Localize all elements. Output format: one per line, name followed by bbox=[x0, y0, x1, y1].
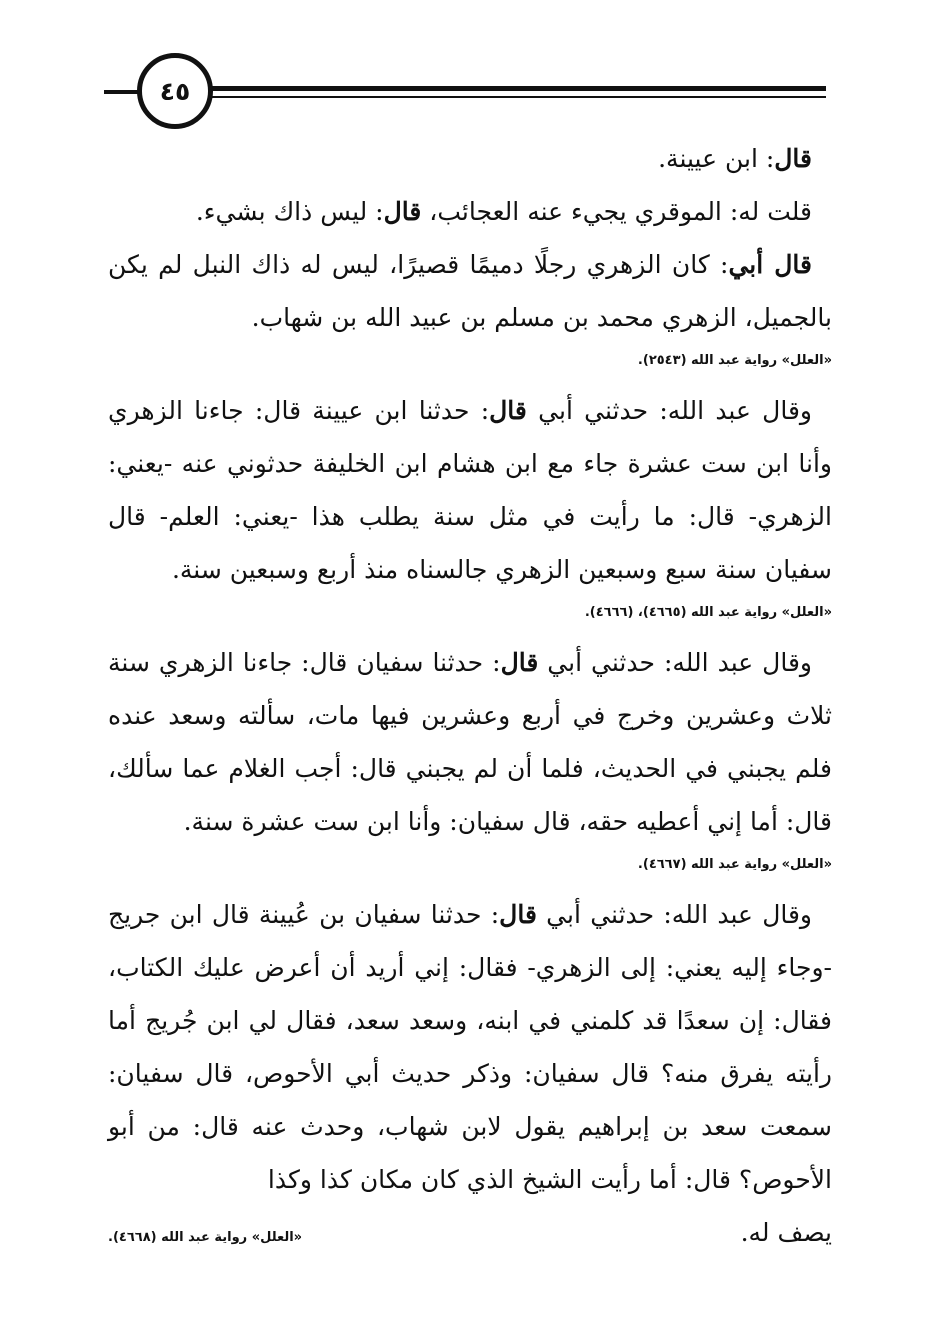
header-rule-thick bbox=[200, 86, 826, 91]
page-body bbox=[108, 132, 832, 1259]
text-block bbox=[108, 384, 832, 636]
bold-run: قال bbox=[383, 197, 422, 226]
source-reference: «العلل» رواية عبد الله (٤٦٦٧). bbox=[637, 857, 832, 872]
paragraph bbox=[108, 185, 832, 238]
page-number: ٤٥ bbox=[159, 76, 191, 106]
paragraph bbox=[108, 132, 832, 185]
bold-run: قال bbox=[500, 648, 539, 677]
text-run: وقال عبد الله: حدثني أبي bbox=[538, 648, 812, 677]
header-rule-thin bbox=[200, 96, 826, 98]
paragraph bbox=[108, 888, 832, 1206]
paragraph bbox=[108, 384, 832, 596]
source-reference: «العلل» رواية عبد الله (٤٦٦٨). bbox=[108, 1230, 303, 1245]
bold-run: قال bbox=[499, 900, 537, 929]
text-run: : ليس ذاك بشيء. bbox=[195, 197, 384, 226]
text-run: وقال عبد الله: حدثني أبي bbox=[536, 900, 813, 929]
text-block bbox=[108, 636, 832, 888]
text-run: : كان الزهري رجلًا دميمًا قصيرًا، ليس له ذاك النبل لم يكن بالجميل، الزهري محمد بن مسلم بن عبيد الله بن شهاب. bbox=[108, 250, 832, 332]
page-number-badge bbox=[137, 53, 213, 129]
paragraph bbox=[108, 238, 832, 344]
bold-run: قال أبي bbox=[728, 250, 812, 279]
text-run: : حدثنا سفيان قال: جاءنا الزهري سنة ثلاث وعشرين وخرج في أربع وعشرين فيها مات، سألته وسعد عنده فلم يجبني في الحديث، فلما أن لم يجبني قال: أجب الغلام عما سألك، قال: أما إني أعطيه حقه، قال سفيان: وأنا ابن ست عشرة سنة. bbox=[108, 648, 832, 836]
text-run: قلت له: الموقري يجيء عنه العجائب، bbox=[421, 197, 812, 226]
last-line-with-reference bbox=[108, 1206, 832, 1259]
source-reference: «العلل» رواية عبد الله (٤٦٦٥)، (٤٦٦٦). bbox=[584, 605, 832, 620]
last-line: يصف له. bbox=[740, 1218, 832, 1247]
text-run: وقال عبد الله: حدثني أبي bbox=[526, 396, 812, 425]
text-block bbox=[108, 888, 832, 1259]
source-reference: «العلل» رواية عبد الله (٢٥٤٣). bbox=[637, 353, 832, 368]
bold-run: قال bbox=[489, 396, 527, 425]
text-block bbox=[108, 132, 832, 384]
bold-run: قال bbox=[774, 144, 812, 173]
paragraph bbox=[108, 636, 832, 848]
text-run: : حدثنا سفيان بن عُيينة قال ابن جريج -وجاء إليه يعني: إلى الزهري- فقال: إني أريد أن أعرض عليك الكتاب، فقال: إن سعدًا قد كلمني في ابنه، وسعد سعد، فقال لي ابن جُريج أما رأيته يفرق منه؟ قال سفيان: وذكر حديث أبي الأحوص، قال سفيان: سمعت سعد بن إبراهيم يقول لابن شهاب، وحدث عنه قال: من أبو الأحوص؟ قال: أما رأيت الشيخ الذي كان مكان كذا وكذا bbox=[108, 900, 832, 1194]
text-run: : ابن عيينة. bbox=[658, 144, 775, 173]
text-run: : حدثنا ابن عيينة قال: جاءنا الزهري وأنا ابن ست عشرة جاء مع ابن هشام ابن الخليفة حدثوني عنه -يعني: الزهري- قال: ما رأيت في مثل سنة يطلب هذا -يعني: العلم- قال سفيان سنة سبع وسبعين الزهري جالسناه منذ أربع وسبعين سنة. bbox=[108, 396, 832, 584]
